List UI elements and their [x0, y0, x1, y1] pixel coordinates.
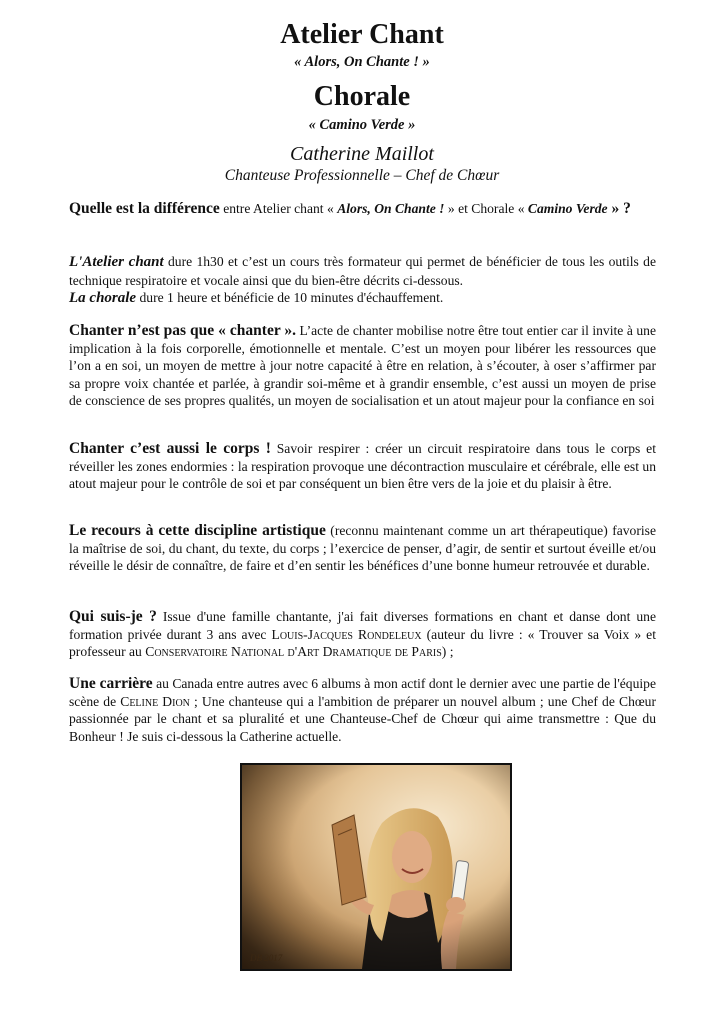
section-carriere-text-1: au Canada entre autres avec 6 albums à mon actif dont le dernier avec une partie de l'équipe scène de: [69, 676, 656, 709]
section-corps-lead: Chanter c’est aussi le corps !: [69, 440, 271, 457]
subtitle-text: « Alors, On Chante ! »: [294, 54, 430, 70]
atelier-name: Alors, On Chante !: [337, 201, 445, 216]
section-discipline-lead: Le recours à cette discipline artistique: [69, 522, 326, 539]
author-role: Chanteuse Professionnelle – Chef de Chœur: [224, 167, 500, 184]
section-qui-lead: Qui suis-je ?: [69, 608, 157, 625]
section-carriere-text-2: ; Une chanteuse qui a l'ambition de préparer un nouvel album ; une Chef de Chœur passionnée par le chant et sa pluralité et une Chanteuse-Chef de Chœur qui aime transmettre : Que du Bonheur ! Je suis ci-dessous la Catherine actuelle.: [69, 693, 657, 744]
section-qui-text-3: ) ;: [441, 644, 454, 660]
portrait-photo: [240, 763, 512, 971]
atelier-text: dure 1h30 et c’est un cours très formateur qui permet de bénéficier de tous les outils de technique respiratoire et vocale ainsi que du bien-être décrits ci-dessous.: [69, 254, 656, 288]
title-chorale: Chorale: [313, 81, 411, 112]
school-name: Conservatoire National d'Art Dramatique de Paris: [145, 644, 442, 660]
section-corps: [69, 440, 656, 493]
atelier-label: L'Atelier chant: [69, 254, 164, 270]
subtitle-alors-on-chante: [0, 53, 724, 71]
section-chanter: [69, 322, 656, 410]
section-carriere-lead: Une carrière: [69, 675, 153, 692]
section-qui-text-2: (auteur du livre : « Trouver sa Voix » et professeur au: [69, 626, 656, 660]
intro-text-3: » ?: [607, 200, 631, 217]
photo-signature: DB 2017: [250, 953, 283, 963]
intro-paragraph: [69, 200, 656, 218]
title-atelier-chant: Atelier Chant: [280, 19, 444, 50]
chorale-paragraph: [69, 289, 656, 308]
atelier-paragraph: [69, 253, 656, 289]
subtitle-camino-verde: [0, 116, 724, 134]
section-qui-suis-je: [69, 608, 656, 661]
author-name: Catherine Maillot: [290, 143, 434, 165]
chorale-label: La chorale: [69, 290, 137, 306]
artist-name: Celine Dion: [120, 693, 190, 709]
chorale-text: dure 1 heure et bénéficie de 10 minutes d'échauffement.: [136, 290, 444, 305]
section-discipline-text: (reconnu maintenant comme un art thérapeutique) favorise la maîtrise de soi, du chant, du texte, du corps ; l’exercice de penser, d’agir, de sentir et surtout éveille et/ou réveille le désir de connaître, de faire et d’en sentir les bénéfices d’une bonne humeur retrouvée et durable.: [69, 523, 656, 574]
chorale-name: Camino Verde: [527, 201, 608, 216]
portrait-illustration: [242, 765, 510, 969]
section-carriere: [69, 675, 656, 745]
section-discipline: [69, 522, 656, 575]
section-qui-text-1: Issue d'une famille chantante, j'ai fait diverses formations en chant et danse dont une formation privée durant 3 ans avec: [69, 609, 656, 642]
intro-text-1: entre Atelier chant «: [219, 201, 338, 216]
subtitle-text: « Camino Verde »: [308, 117, 416, 133]
section-chanter-text: L’acte de chanter mobilise notre être tout entier car il invite à une implication à la fois corporelle, émotionnelle et mentale. C’est un moyen pour libérer les ressources que l’on a en soi, un moyen de mettre à jour notre capacité à être en relation, à s’écouter, à oser s’affirmer par sa propre voix chantée et parlée, à grandir soi-même et à grandir ensemble, c’est aussi un moyen de prise de conscience de ses propres qualités, un moyen de socialisation et un atout majeur pour la confiance en soi: [69, 323, 657, 409]
intro-lead: Quelle est la différence: [69, 200, 220, 217]
intro-text-2: » et Chorale «: [444, 201, 528, 216]
teacher-name: Louis-Jacques Rondeleux: [271, 626, 422, 642]
section-corps-text: Savoir respirer : créer un circuit respiratoire dans tous le corps et réveiller les zones endormies : la respiration provoque une décontraction musculaire et cérébrale, elle est un atout majeur pour le contrôle de soi et par conséquent un bien être vers de la joie et du plaisir à être.: [69, 441, 656, 492]
section-chanter-lead: Chanter n’est pas que « chanter ».: [69, 322, 297, 339]
